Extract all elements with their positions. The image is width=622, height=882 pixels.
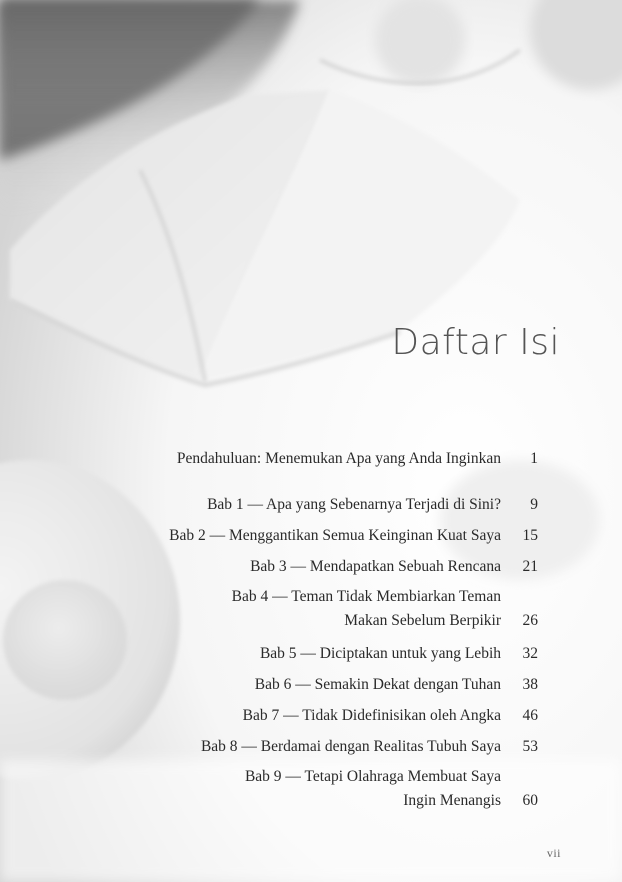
toc-entry-title: Bab 6 — Semakin Dekat dengan Tuhan xyxy=(254,676,501,693)
toc-entry-title: Pendahuluan: Menemukan Apa yang Anda Inginkan xyxy=(176,450,501,467)
toc-entry-title: Ingin Menangis xyxy=(403,792,501,809)
toc-entry-title: Bab 4 — Teman Tidak Membiarkan Teman xyxy=(231,588,501,605)
toc-entry-title: Bab 2 — Menggantikan Semua Keinginan Kuat Saya xyxy=(169,527,501,544)
toc-entry-page: 21 xyxy=(522,558,538,575)
toc-entry-page: 26 xyxy=(522,612,538,629)
toc-entry-page: 46 xyxy=(522,707,538,724)
toc-entry-title: Bab 9 — Tetapi Olahraga Membuat Saya xyxy=(244,768,501,785)
toc-entry-title: Bab 1 — Apa yang Sebenarnya Terjadi di Sini? xyxy=(207,496,501,513)
toc-entry-page: 9 xyxy=(530,496,538,513)
page-title: Daftar Isi xyxy=(391,322,560,363)
toc-entry-page: 53 xyxy=(522,738,538,755)
toc-entry-page: 32 xyxy=(522,645,538,662)
toc-entry-title: Bab 5 — Diciptakan untuk yang Lebih xyxy=(259,645,501,662)
toc-entry-page: 38 xyxy=(522,676,538,693)
toc-entry-page: 60 xyxy=(522,792,538,809)
toc-entry-title: Bab 7 — Tidak Didefinisikan oleh Angka xyxy=(242,707,501,724)
toc-entry-title: Bab 3 — Mendapatkan Sebuah Rencana xyxy=(250,558,501,575)
toc-entry-page: 15 xyxy=(522,527,538,544)
toc-entry-title: Makan Sebelum Berpikir xyxy=(344,612,501,629)
page-number-folio: vii xyxy=(546,846,561,860)
toc-entry-page: 1 xyxy=(530,450,538,467)
toc-entry-title: Bab 8 — Berdamai dengan Realitas Tubuh Saya xyxy=(200,738,501,755)
